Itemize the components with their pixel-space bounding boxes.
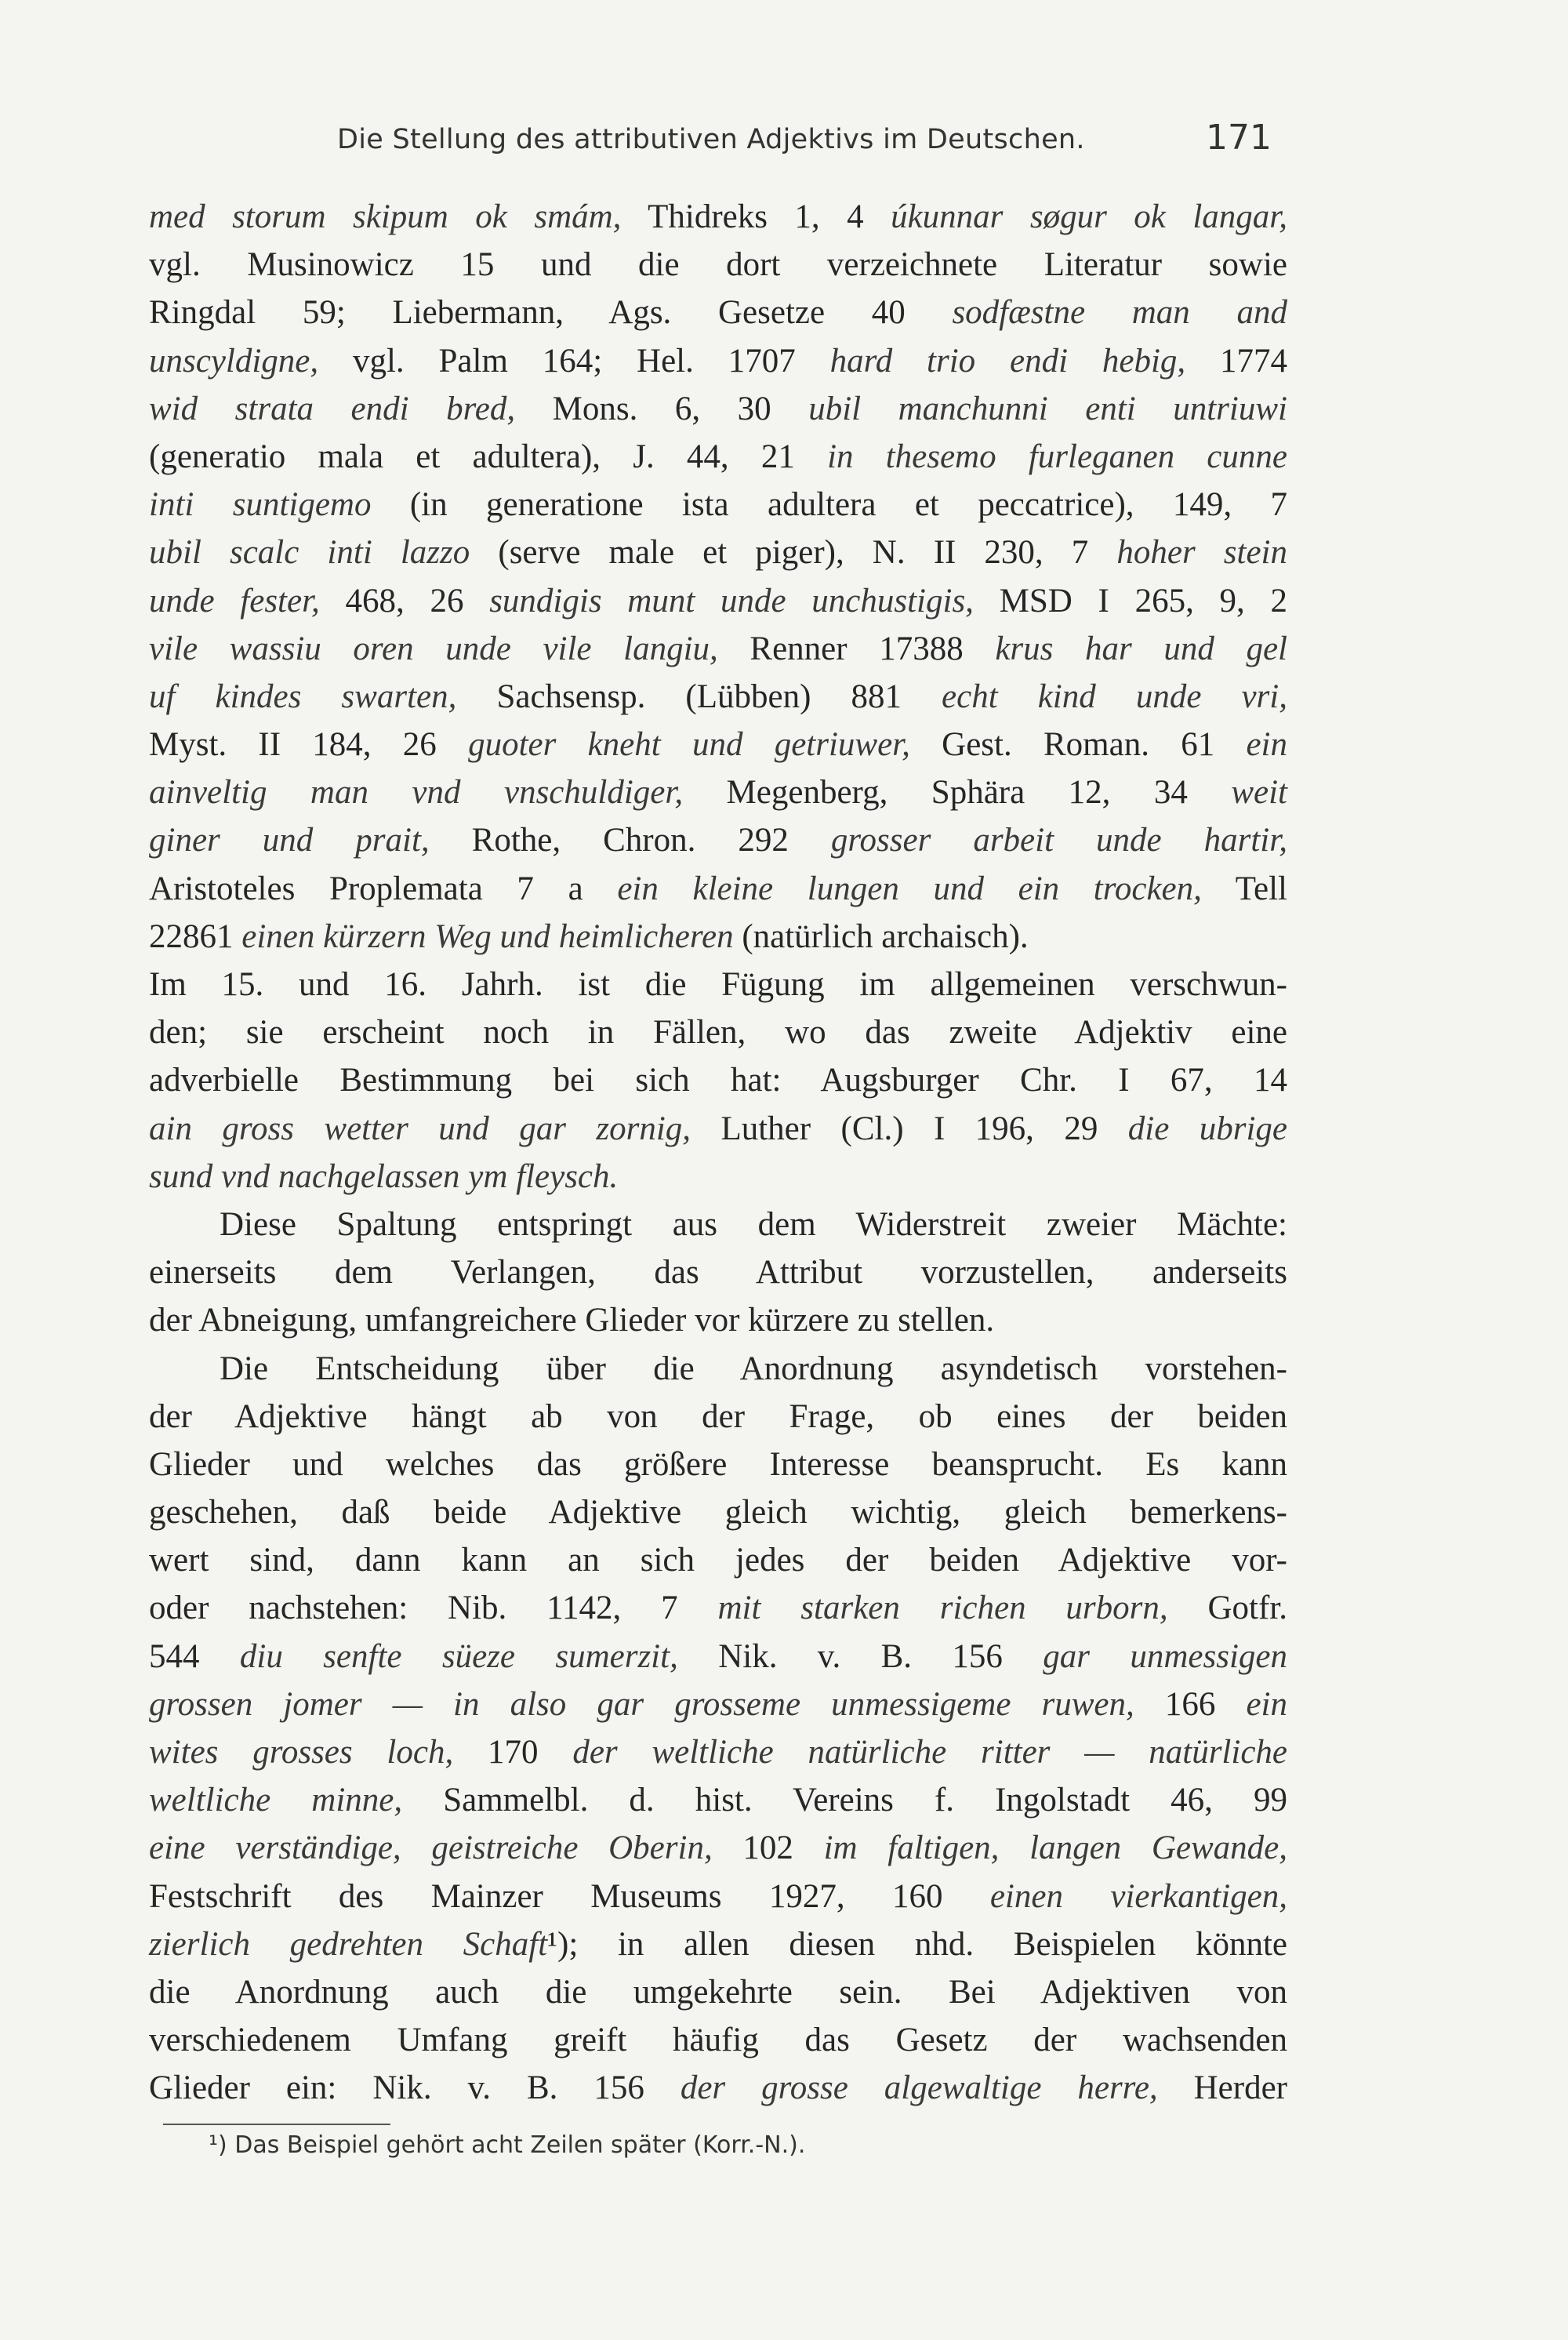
italic-quote: ein: [1246, 1685, 1288, 1723]
text-run: Aristoteles Proplemata 7 a: [149, 870, 618, 907]
italic-quote: weltliche minne,: [149, 1782, 403, 1819]
text-line: [149, 2016, 1287, 2064]
italic-quote: ein kleine lungen und ein trocken,: [617, 870, 1202, 907]
text-run: 468, 26: [319, 582, 490, 620]
text-run: Im 15. und 16. Jahrh. ist die Fügung im allgemeinen verschwun-: [149, 966, 1287, 1003]
text-run: Herder: [1157, 2069, 1287, 2107]
italic-quote: sund vnd nachgelassen ym fleysch.: [149, 1157, 619, 1195]
text-run: geschehen, daß beide Adjektive gleich wichtig, gleich bemerkens-: [149, 1494, 1287, 1532]
text-run: 170: [453, 1734, 573, 1771]
text-line: [149, 1536, 1287, 1584]
italic-quote: sodfæstne man and: [952, 294, 1287, 332]
text-run: Mons. 6, 30: [515, 390, 809, 427]
text-run: (serve male et piger), N. II 230, 7: [470, 534, 1117, 572]
text-line: [149, 1584, 1287, 1632]
text-line: [149, 481, 1287, 529]
text-line: [149, 961, 1287, 1008]
text-run: Myst. II 184, 26: [149, 726, 469, 764]
italic-quote: inti suntigemo: [149, 486, 372, 524]
italic-quote: sundigis munt unde unchustigis,: [489, 582, 974, 620]
italic-quote: ainveltig man vnd vnschuldiger,: [149, 774, 684, 812]
body-text: [149, 193, 1287, 2113]
italic-quote: med storum skipum ok smám,: [149, 198, 622, 235]
text-line: [149, 241, 1287, 289]
running-title: Die Stellung des attributiven Adjektivs im Deutschen.: [337, 124, 1085, 155]
text-run: Nik. v. B. 156: [677, 1637, 1044, 1675]
italic-quote: ein: [1246, 726, 1287, 764]
text-run: der Abneigung, umfangreichere Glieder vor kürzere zu stellen.: [149, 1302, 995, 1339]
text-run: der Adjektive hängt ab von der Frage, ob eines der beiden: [149, 1397, 1287, 1435]
text-line: [149, 1488, 1287, 1536]
italic-quote: in thesemo furleganen cunne: [827, 438, 1287, 475]
text-run: Rothe, Chron. 292: [429, 822, 831, 859]
text-line: [149, 768, 1287, 816]
text-line: [149, 673, 1287, 721]
italic-quote: zierlich gedrehten Schaft: [149, 1925, 548, 1963]
text-line: [149, 1008, 1287, 1056]
text-line: [149, 721, 1287, 768]
text-run: Renner 17388: [717, 630, 996, 667]
text-line: [149, 1920, 1287, 1968]
text-run: wert sind, dann kann an sich jedes der beiden Adjektive vor-: [149, 1542, 1287, 1579]
text-run: (in generatione ista adultera et peccatrice), 149, 7: [371, 486, 1287, 524]
text-line: [149, 816, 1287, 864]
italic-quote: uf kindes swarten,: [149, 678, 457, 715]
italic-quote: grossen jomer — in also gar grosseme unmessigeme ruwen,: [149, 1685, 1134, 1723]
text-run: MSD I 265, 9, 2: [973, 582, 1288, 620]
text-line: [149, 1248, 1287, 1296]
text-run: Glieder ein: Nik. v. B. 156: [149, 2069, 681, 2107]
text-run: die Anordnung auch die umgekehrte sein. Bei Adjektiven von: [149, 1973, 1287, 2011]
text-run: Festschrift des Mainzer Museums 1927, 160: [149, 1877, 990, 1915]
text-run: einerseits dem Verlangen, das Attribut vorzustellen, anderseits: [149, 1254, 1287, 1292]
text-line: [149, 1105, 1287, 1153]
text-run: Sammelbl. d. hist. Vereins f. Ingolstadt 46, 99: [402, 1782, 1287, 1819]
italic-quote: weit: [1231, 774, 1288, 812]
text-run: Tell: [1201, 870, 1288, 907]
italic-quote: hard trio endi hebig,: [829, 342, 1186, 380]
text-line: [149, 1201, 1287, 1248]
text-run: Sachsensp. (Lübben) 881: [456, 678, 942, 715]
text-line: [149, 1345, 1287, 1393]
italic-quote: mit starken richen urborn,: [717, 1590, 1168, 1627]
text-run: Thidreks 1, 4: [621, 198, 891, 235]
text-line: [149, 1296, 1287, 1344]
text-run: vgl. Palm 164; Hel. 1707: [318, 342, 830, 380]
text-line: [149, 577, 1287, 625]
page-header: [149, 118, 1294, 165]
italic-quote: die ubrige: [1127, 1110, 1288, 1147]
text-run: 22861: [149, 917, 242, 955]
italic-quote: ubil scalc inti lazzo: [149, 534, 470, 572]
italic-quote: einen vierkantigen,: [989, 1877, 1288, 1915]
text-run: vgl. Musinowicz 15 und die dort verzeichnete Literatur sowie: [149, 246, 1287, 284]
text-line: [149, 385, 1287, 433]
text-line: [149, 1393, 1287, 1441]
text-run: oder nachstehen: Nib. 1142, 7: [149, 1590, 718, 1627]
page-number: 171: [1206, 118, 1272, 158]
text-line: [149, 865, 1287, 913]
text-line: [149, 529, 1287, 576]
text-run: 544: [149, 1637, 240, 1675]
text-line: [149, 1728, 1287, 1776]
text-run: Glieder und welches das größere Interesse beansprucht. Es kann: [149, 1445, 1287, 1483]
text-line: [149, 1968, 1287, 2016]
footnote-rule: [163, 2124, 390, 2125]
text-line: [149, 1441, 1287, 1488]
italic-quote: der weltliche natürliche ritter — natürliche: [572, 1734, 1287, 1771]
text-line: [149, 1633, 1287, 1681]
text-line: [149, 193, 1287, 241]
italic-quote: vile wassiu oren unde vile langiu,: [149, 630, 718, 667]
text-line: [149, 1824, 1287, 1872]
italic-quote: gar unmessigen: [1043, 1637, 1288, 1675]
footnote-marker: ¹): [209, 2131, 227, 2159]
text-run: ¹); in allen diesen nhd. Beispielen könnte: [547, 1925, 1287, 1963]
text-run: adverbielle Bestimmung bei sich hat: Augsburger Chr. I 67, 14: [149, 1062, 1287, 1099]
italic-quote: wites grosses loch,: [149, 1734, 454, 1771]
text-run: (natürlich archaisch).: [733, 917, 1029, 955]
text-run: Diese Spaltung entspringt aus dem Widerstreit zweier Mächte:: [220, 1205, 1287, 1243]
italic-quote: giner und prait,: [149, 822, 430, 859]
text-run: den; sie erscheint noch in Fällen, wo das zweite Adjektiv eine: [149, 1014, 1287, 1052]
footnote: [209, 2131, 805, 2159]
italic-quote: diu senfte süeze sumerzit,: [239, 1637, 678, 1675]
text-run: Gotfr.: [1167, 1590, 1287, 1627]
italic-quote: krus har und gel: [995, 630, 1287, 667]
text-line: [149, 2064, 1287, 2112]
text-line: [149, 289, 1287, 336]
text-run: Luther (Cl.) I 196, 29: [691, 1110, 1128, 1147]
italic-quote: der grosse algewaltige herre,: [680, 2069, 1158, 2107]
italic-quote: ubil manchunni enti untriuwi: [808, 390, 1287, 427]
italic-quote: unscyldigne,: [149, 342, 319, 380]
text-line: [149, 337, 1287, 385]
italic-quote: eine verständige, geistreiche Oberin,: [149, 1829, 713, 1867]
text-run: (generatio mala et adultera), J. 44, 21: [149, 438, 828, 475]
footnote-text: Das Beispiel gehört acht Zeilen später (Korr.-N.).: [234, 2131, 806, 2159]
text-line: [149, 433, 1287, 481]
italic-quote: echt kind unde vri,: [942, 678, 1287, 715]
text-line: [149, 1776, 1287, 1824]
text-line: [149, 1681, 1287, 1728]
text-run: Die Entscheidung über die Anordnung asyndetisch vorstehen-: [220, 1350, 1287, 1387]
text-run: Ringdal 59; Liebermann, Ags. Gesetze 40: [149, 294, 953, 332]
text-line: [149, 1153, 1287, 1201]
text-run: 1774: [1185, 342, 1288, 380]
italic-quote: einen kürzern Weg und heimlicheren: [241, 917, 734, 955]
italic-quote: wid strata endi bred,: [149, 390, 516, 427]
text-line: [149, 1873, 1287, 1920]
italic-quote: unde fester,: [149, 582, 320, 620]
italic-quote: úkunnar søgur ok langar,: [891, 198, 1287, 235]
text-run: Gest. Roman. 61: [909, 726, 1247, 764]
text-run: verschiedenem Umfang greift häufig das Gesetz der wachsenden: [149, 2022, 1287, 2059]
italic-quote: im faltigen, langen Gewande,: [823, 1829, 1288, 1867]
italic-quote: grosser arbeit unde hartir,: [830, 822, 1287, 859]
italic-quote: guoter kneht und getriuwer,: [468, 726, 910, 764]
text-run: 166: [1134, 1685, 1247, 1723]
text-run: 102: [712, 1829, 824, 1867]
text-line: [149, 913, 1287, 961]
italic-quote: hoher stein: [1116, 534, 1287, 572]
text-line: [149, 625, 1287, 673]
text-run: Megenberg, Sphära 12, 34: [683, 774, 1232, 812]
text-line: [149, 1056, 1287, 1104]
italic-quote: ain gross wetter und gar zornig,: [149, 1110, 691, 1147]
